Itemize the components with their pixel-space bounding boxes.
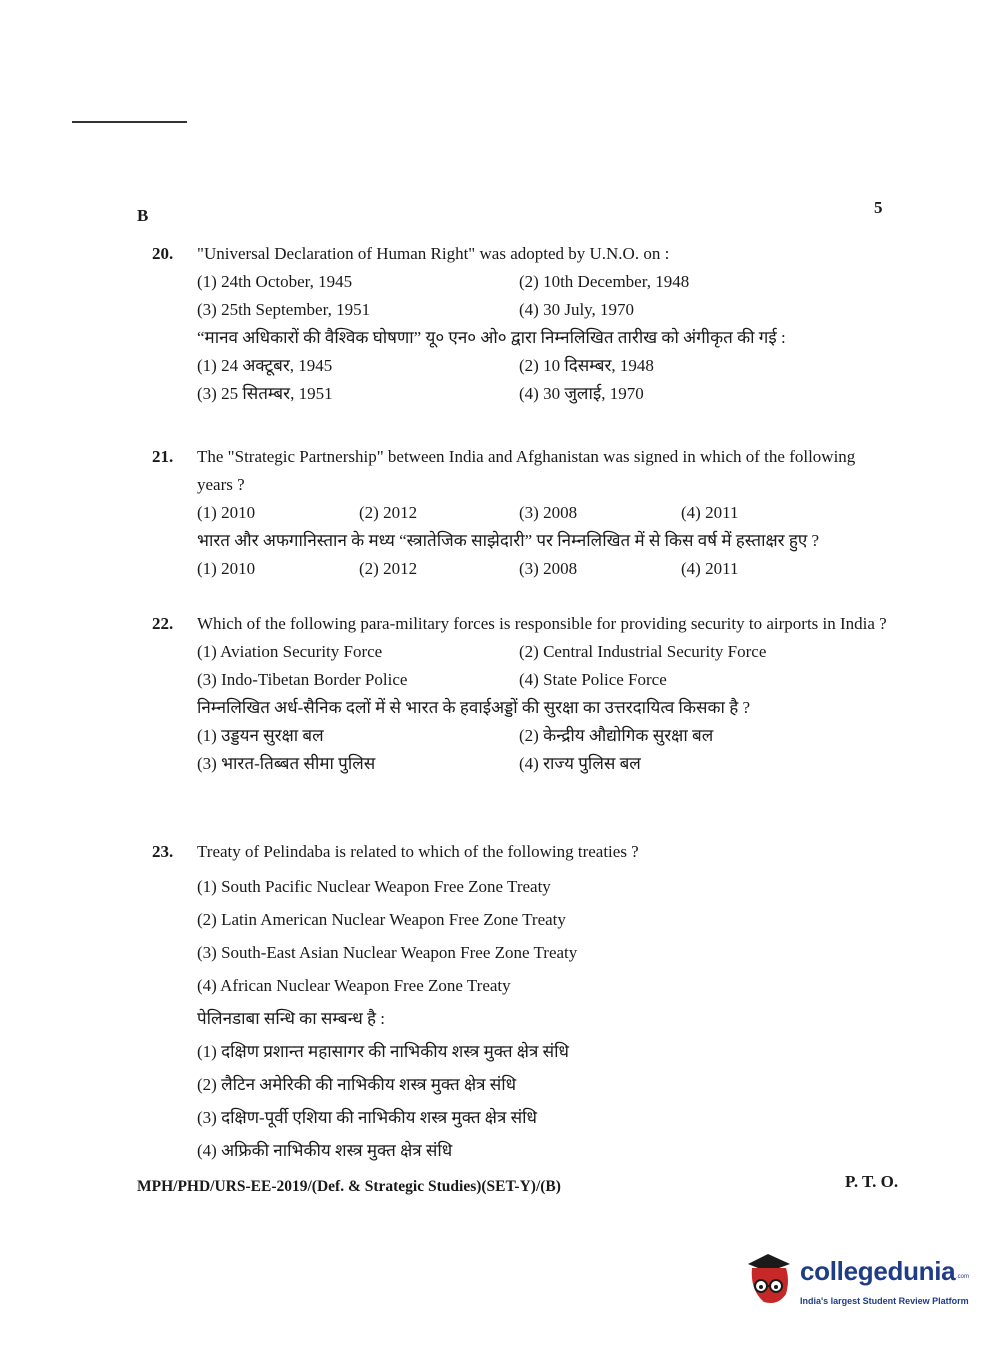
mascot-icon [742, 1250, 794, 1308]
option: (3) 25th September, 1951 [197, 300, 371, 319]
option: (2) 2012 [359, 559, 418, 578]
option: (3) दक्षिण-पूर्वी एशिया की नाभिकीय शस्त्र मुक्त क्षेत्र संधि [197, 1108, 537, 1127]
question-number: 20. [152, 244, 174, 263]
options-hi [197, 352, 892, 408]
option: (2) Central Industrial Security Force [519, 642, 767, 661]
paper-code: MPH/PHD/URS-EE-2019/(Def. & Strategic Studies)(SET-Y)/(B) [137, 1178, 561, 1195]
question-stem-en: The "Strategic Partnership" between India and Afghanistan was signed in which of the following years ? [197, 447, 856, 494]
question-number: 22. [152, 614, 174, 633]
question-23 [152, 838, 892, 1167]
question-stem-hi: भारत और अफगानिस्तान के मध्य “स्त्रातेजिक साझेदारी” पर निम्नलिखित में से किस वर्ष में हस्ताक्षर हुए ? [197, 531, 820, 550]
brand-name: collegedunia [800, 1256, 956, 1286]
option: (1) 24th October, 1945 [197, 272, 353, 291]
brand-tagline: India's largest Student Review Platform [800, 1296, 969, 1306]
option: (4) African Nuclear Weapon Free Zone Treaty [197, 976, 511, 995]
brand-suffix: .com [956, 1274, 970, 1280]
option: (2) 10th December, 1948 [519, 272, 690, 291]
question-20 [152, 240, 892, 408]
option: (3) 2008 [519, 503, 578, 522]
top-rule [72, 121, 187, 123]
question-stem-hi: पेलिनडाबा सन्धि का सम्बन्ध है : [197, 1009, 386, 1028]
option: (1) उड्डयन सुरक्षा बल [197, 726, 324, 745]
option: (4) राज्य पुलिस बल [519, 754, 641, 773]
options-en [197, 268, 892, 324]
option: (3) 25 सितम्बर, 1951 [197, 384, 333, 403]
option: (4) 2011 [681, 503, 739, 522]
question-stem-en: "Universal Declaration of Human Right" was adopted by U.N.O. on : [197, 244, 670, 263]
options-en [197, 638, 892, 694]
question-21 [152, 443, 892, 583]
collegedunia-watermark [742, 1250, 972, 1314]
option: (1) 2010 [197, 559, 256, 578]
series-label: B [137, 206, 149, 225]
option: (2) 2012 [359, 503, 418, 522]
question-stem-hi: निम्नलिखित अर्ध-सैनिक दलों में से भारत के हवाईअड्डों की सुरक्षा का उत्तरदायित्व किसका है ? [197, 698, 751, 717]
options-hi [197, 1035, 892, 1167]
option: (4) अफ्रिकी नाभिकीय शस्त्र मुक्त क्षेत्र संधि [197, 1141, 453, 1160]
option: (2) 10 दिसम्बर, 1948 [519, 356, 654, 375]
option: (2) लैटिन अमेरिकी की नाभिकीय शस्त्र मुक्त क्षेत्र संधि [197, 1075, 517, 1094]
options-hi [197, 722, 892, 778]
option: (1) Aviation Security Force [197, 642, 383, 661]
option: (3) South-East Asian Nuclear Weapon Free Zone Treaty [197, 943, 578, 962]
option: (4) 30 जुलाई, 1970 [519, 384, 644, 403]
options-en [197, 499, 892, 527]
question-stem-en: Treaty of Pelindaba is related to which of the following treaties ? [197, 842, 639, 861]
pto-label: P. T. O. [845, 1172, 899, 1191]
question-number: 21. [152, 447, 174, 466]
option: (4) State Police Force [519, 670, 667, 689]
option: (3) Indo-Tibetan Border Police [197, 670, 408, 689]
question-stem-hi: “मानव अधिकारों की वैश्विक घोषणा” यू० एन० ओ० द्वारा निम्नलिखित तारीख को अंगीकृत की गई : [197, 328, 786, 347]
option: (4) 2011 [681, 559, 739, 578]
option: (1) 24 अक्टूबर, 1945 [197, 356, 333, 375]
options-hi [197, 555, 892, 583]
option: (1) South Pacific Nuclear Weapon Free Zone Treaty [197, 877, 551, 896]
option: (3) भारत-तिब्बत सीमा पुलिस [197, 754, 376, 773]
question-number: 23. [152, 842, 174, 861]
option: (1) 2010 [197, 503, 256, 522]
option: (3) 2008 [519, 559, 578, 578]
options-en [197, 870, 892, 1002]
option: (1) दक्षिण प्रशान्त महासागर की नाभिकीय शस्त्र मुक्त क्षेत्र संधि [197, 1042, 569, 1061]
option: (2) केन्द्रीय औद्योगिक सुरक्षा बल [519, 726, 714, 745]
question-22 [152, 610, 892, 778]
option: (4) 30 July, 1970 [519, 300, 635, 319]
page-number: 5 [874, 198, 883, 217]
question-stem-en: Which of the following para-military forces is responsible for providing security to airports in India ? [197, 614, 887, 633]
option: (2) Latin American Nuclear Weapon Free Zone Treaty [197, 910, 566, 929]
